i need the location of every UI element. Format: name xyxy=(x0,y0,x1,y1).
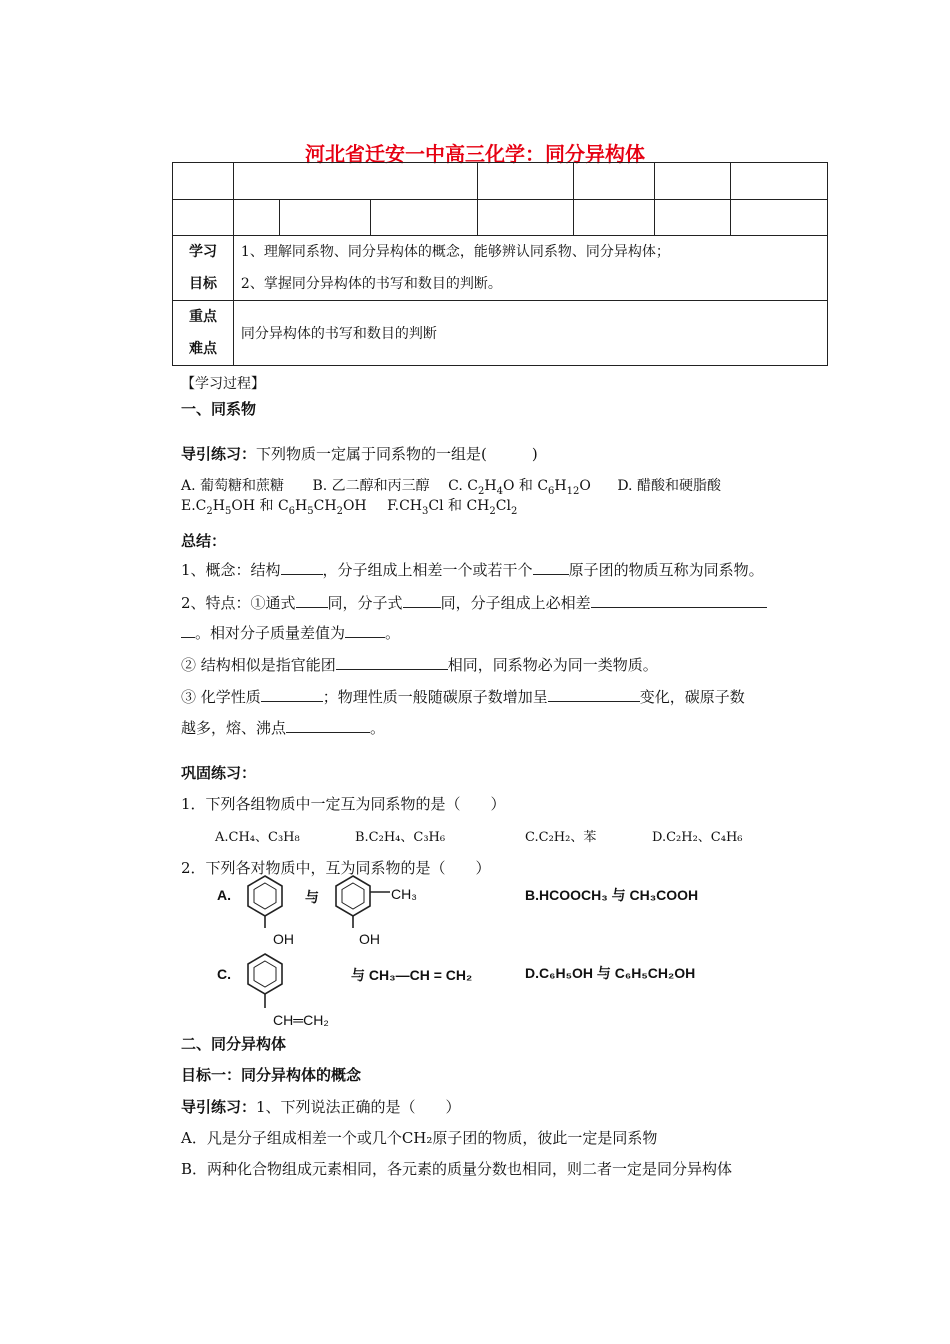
blank[interactable] xyxy=(336,655,448,670)
table-cell[interactable] xyxy=(731,200,828,236)
table-cell[interactable] xyxy=(477,163,574,200)
blank[interactable] xyxy=(296,593,328,608)
oh-label: OH xyxy=(273,931,294,947)
text: 原子团的物质互称为同系物。 xyxy=(568,561,764,579)
table-cell[interactable] xyxy=(233,200,279,236)
goal-row xyxy=(173,236,828,301)
text: 。相对分子质量差值为 xyxy=(195,624,346,642)
blank[interactable] xyxy=(261,687,323,702)
text: 变化，碳原子数 xyxy=(639,688,745,706)
table-cell[interactable] xyxy=(370,200,477,236)
vinyl-label: CH═CH₂ xyxy=(273,1012,329,1028)
q1-option-c: C.C₂H₂、苯 xyxy=(525,830,597,845)
goal-label-line: 目标 xyxy=(188,276,217,292)
consolidate-label: 巩固练习： xyxy=(181,764,257,782)
table-cell[interactable] xyxy=(574,200,655,236)
goal-label xyxy=(173,236,234,301)
question-2: 2．下列各对物质中，互为同系物的是（ ） xyxy=(181,859,491,877)
key-content: 同分异构体的书写和数目的判断 xyxy=(233,301,827,366)
target-1: 目标一：同分异构体的概念 xyxy=(181,1066,362,1084)
blank[interactable] xyxy=(591,593,767,608)
benzene-inner xyxy=(254,961,276,987)
blank[interactable] xyxy=(533,560,569,575)
guide-label: 导引练习： xyxy=(181,1098,257,1116)
key-label xyxy=(173,301,234,366)
guide-practice-2 xyxy=(181,1096,461,1117)
cresol-structure xyxy=(330,872,392,932)
option-c-mid: 和 xyxy=(518,478,533,494)
blank[interactable] xyxy=(181,623,195,638)
process-label: 【学习过程】 xyxy=(181,376,265,392)
option-d: D. 醋酸和硬脂酸 xyxy=(617,478,721,494)
oh-label: OH xyxy=(359,931,380,947)
section2-option-a: A．凡是分子组成相差一个或几个CH₂原子团的物质，彼此一定是同系物 xyxy=(181,1129,658,1147)
key-row xyxy=(173,301,828,366)
styrene-structure xyxy=(242,950,288,1012)
text: 。 xyxy=(385,624,401,642)
guide-options-row-2 xyxy=(181,495,517,517)
option-c: C. $C_2H_4O$ 和 $C_6H_{12}O$ xyxy=(448,478,591,497)
goal-line: 2、掌握同分异构体的书写和数目的判断。 xyxy=(240,276,502,292)
text: 2、特点：①通式 xyxy=(181,594,296,612)
section1-heading: 一、同系物 xyxy=(181,400,257,418)
phenol-structure xyxy=(242,872,288,932)
benzene-ring xyxy=(248,954,282,994)
benzene-ring xyxy=(248,876,282,916)
guide-practice-1 xyxy=(181,443,538,464)
option-c-prefix: C. xyxy=(448,478,468,494)
lesson-info-table xyxy=(172,162,828,366)
option-e-prefix: E. xyxy=(181,498,196,514)
summary-line-4 xyxy=(181,654,658,675)
page-title: 河北省迁安一中高三化学：同分异构体 xyxy=(305,142,645,166)
table-cell[interactable] xyxy=(173,200,234,236)
table-row xyxy=(173,200,828,236)
text: 同，分子组成上必相差 xyxy=(440,594,591,612)
table-cell[interactable] xyxy=(279,200,370,236)
section2-heading: 二、同分异构体 xyxy=(181,1035,287,1053)
goal-label-line: 学习 xyxy=(188,244,217,260)
yu-label: 与 xyxy=(305,889,319,905)
text: ，分子组成上相差一个或若干个 xyxy=(322,561,533,579)
blank[interactable] xyxy=(286,718,370,733)
text: 相同，同系物必为同一类物质。 xyxy=(447,656,658,674)
q2-c-label: C. xyxy=(217,966,231,982)
text: ③ 化学性质 xyxy=(181,688,261,706)
benzene-ring xyxy=(336,876,370,916)
table-cell[interactable] xyxy=(574,163,655,200)
option-f-prefix: F. xyxy=(387,498,400,514)
summary-line-6 xyxy=(181,717,385,738)
table-cell[interactable] xyxy=(655,200,731,236)
option-b: B. 乙二醇和丙三醇 xyxy=(312,478,430,494)
option-a: A. 葡萄糖和蔗糖 xyxy=(181,478,285,494)
option-f-mid: 和 xyxy=(448,498,462,514)
option-f: $F.CH_3Cl$ 和 $CH_2Cl_2$ xyxy=(387,498,518,517)
benzene-inner xyxy=(254,883,276,909)
text: 越多，熔、沸点 xyxy=(181,719,287,737)
ch3-label: CH₃ xyxy=(391,886,417,902)
q1-option-d: D.C₂H₂、C₄H₆ xyxy=(652,830,743,845)
blank[interactable] xyxy=(403,593,441,608)
question-1: 1．下列各组物质中一定互为同系物的是（ ） xyxy=(181,795,506,813)
q1-option-b: B.C₂H₄、C₃H₆ xyxy=(355,830,446,845)
summary-line-5 xyxy=(181,686,745,707)
text: ；物理性质一般随碳原子数增加呈 xyxy=(322,688,548,706)
table-cell[interactable] xyxy=(731,163,828,200)
guide-question: 1、下列说法正确的是（ ） xyxy=(256,1098,461,1116)
goal-line: 1、理解同系物、同分异构体的概念，能够辨认同系物、同分异构体； xyxy=(240,244,670,260)
guide-label: 导引练习： xyxy=(181,445,257,463)
guide-question: 下列物质一定属于同系物的一组是( ) xyxy=(256,445,538,463)
summary-line-3 xyxy=(181,622,400,643)
text: 。 xyxy=(370,719,386,737)
summary-label: 总结： xyxy=(181,532,227,550)
summary-line-1 xyxy=(181,559,764,580)
table-cell[interactable] xyxy=(173,163,234,200)
goal-content xyxy=(233,236,827,301)
option-e: $E.C_2H_5OH$ 和 $C_6H_5CH_2OH$ xyxy=(181,498,367,517)
key-label-line: 重点 xyxy=(188,309,217,325)
option-e-mid: 和 xyxy=(259,498,274,514)
table-cell[interactable] xyxy=(655,163,731,200)
text: 1、概念：结构 xyxy=(181,561,281,579)
section2-option-b: B．两种化合物组成元素相同，各元素的质量分数也相同，则二者一定是同分异构体 xyxy=(181,1160,733,1178)
text: 同，分子式 xyxy=(327,594,403,612)
blank[interactable] xyxy=(281,560,323,575)
q1-option-a: A.CH₄、C₃H₈ xyxy=(215,830,300,845)
table-row xyxy=(173,163,828,200)
blank[interactable] xyxy=(548,687,640,702)
q2-option-c-right: 与 CH₃—CH = CH₂ xyxy=(351,967,473,983)
summary-line-2 xyxy=(181,592,767,613)
guide-options-row-1 xyxy=(181,475,721,497)
blank[interactable] xyxy=(345,623,385,638)
table-cell[interactable] xyxy=(233,163,477,200)
q2-a-label: A. xyxy=(217,887,231,903)
text: ② 结构相似是指官能团 xyxy=(181,656,336,674)
q2-option-d: D.C₆H₅OH 与 C₆H₅CH₂OH xyxy=(525,965,696,981)
q2-option-b: B.HCOOCH₃ 与 CH₃COOH xyxy=(525,887,699,903)
key-label-line: 难点 xyxy=(188,341,217,357)
benzene-inner xyxy=(342,883,364,909)
table-cell[interactable] xyxy=(477,200,574,236)
